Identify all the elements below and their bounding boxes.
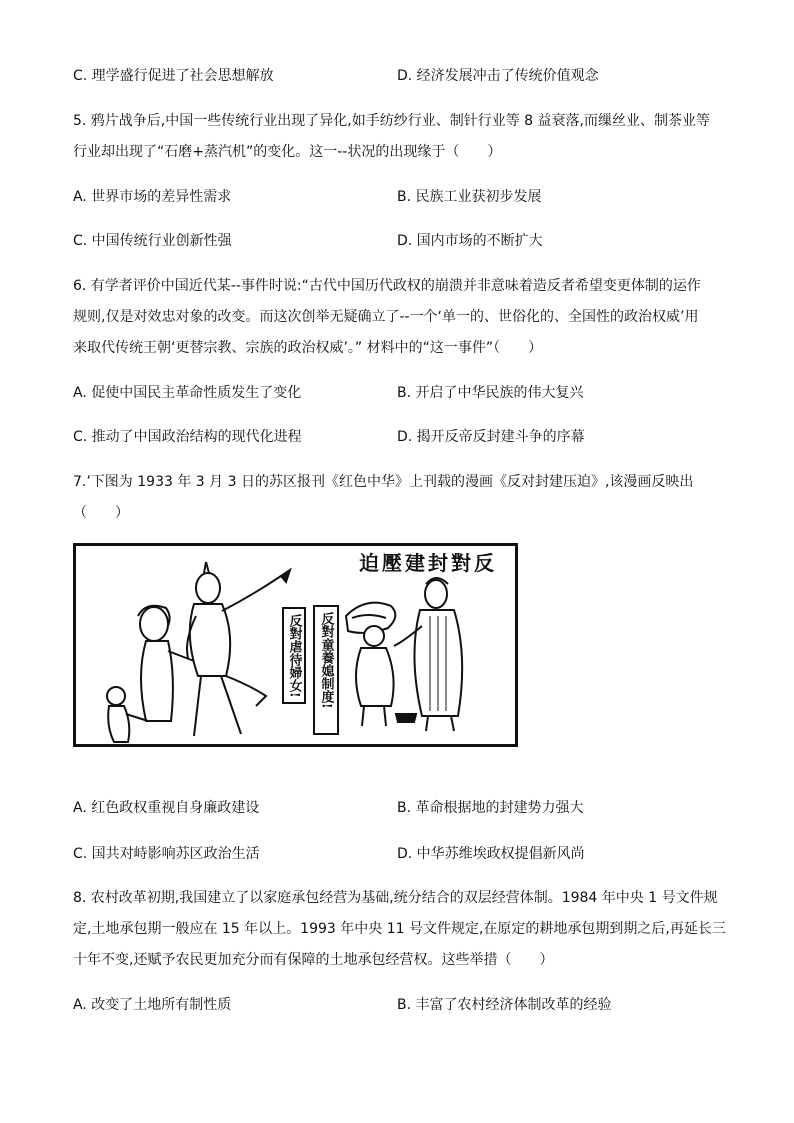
q8-stem-line-2: 定,土地承包期一般应在 15 年以上。1993 年中央 11 号文件规定,在原定的耕地承包期到期之后,再延长三: [73, 921, 726, 937]
q7-stem-line-1: 7.’下图为 1933 年 3 月 3 日的苏区报刊《红色中华》上刊载的漫画《反对封建压迫》,该漫画反映出: [73, 474, 694, 490]
q8-stem-line-3: 十年不变,还赋予农民更加充分而有保障的土地承包经营权。这些举措（ ）: [73, 952, 554, 968]
q5-stem-line-1: 5. 鸦片战争后,中国一些传统行业出现了异化,如手纺纱行业、制针行业等 8 益衰落,而缫丝业、制茶业等: [73, 113, 710, 129]
q8-option-b: B. 丰富了农村经济体制改革的经验: [397, 997, 612, 1013]
q5-option-d: D. 国内市场的不断扩大: [397, 233, 543, 249]
q6-option-c: C. 推动了中国政治结构的现代化进程: [73, 429, 302, 445]
q5-option-a: A. 世界市场的差异性需求: [73, 189, 232, 205]
cartoon-title: 迫壓建封對反: [359, 551, 497, 575]
q5-option-c: C. 中国传统行业创新性强: [73, 233, 232, 249]
q6-option-d: D. 揭开反帝反封建斗争的序幕: [397, 429, 585, 445]
cartoon-figure: [73, 543, 518, 747]
q6-stem-line-1: 6. 有学者评价中国近代某--事件时说:“古代中国历代政权的崩溃并非意味着造反者希望变更体制的运作: [73, 278, 701, 294]
q7-stem-line-2: （ ）: [73, 505, 129, 521]
q5-stem-line-2: 行业却出现了“石磨+蒸汽机”的变化。这一--状况的出现缘于（ ）: [73, 144, 502, 160]
q4-option-d: D. 经济发展冲击了传统价值观念: [397, 68, 599, 84]
q7-option-c: C. 国共对峙影响苏区政治生活: [73, 846, 260, 862]
q8-stem-line-1: 8. 农村改革初期,我国建立了以家庭承包经营为基础,统分结合的双层经营体制。1984 年中央 1 号文件规: [73, 890, 718, 906]
q5-option-b: B. 民族工业获初步发展: [397, 189, 542, 205]
cartoon-left-figures: [107, 562, 290, 742]
sign-anti-child-bride: [314, 606, 338, 734]
cartoon-right-figures: [346, 578, 462, 731]
sign-right-text: 反對童養媳制度!: [318, 612, 334, 709]
q6-option-b: B. 开启了中华民族的伟大复兴: [397, 385, 584, 401]
q6-option-a: A. 促使中国民主革命性质发生了变化: [73, 385, 302, 401]
q6-stem-line-3: 来取代传统王朝‘更替宗教、宗族的政治权威’。” 材料中的“这一事件”（ ）: [73, 340, 543, 356]
q4-option-c: C. 理学盛行促进了社会思想解放: [73, 68, 274, 84]
sign-left-text: 反對虐待婦女!: [286, 614, 302, 698]
q8-option-a: A. 改变了土地所有制性质: [73, 997, 232, 1013]
q6-stem-line-2: 规则,仅是对效忠对象的改变。而这次创举无疑确立了--一个‘单一的、世俗化的、全国性的政治权威’用: [73, 309, 699, 325]
sign-anti-abuse-women: [283, 608, 305, 703]
cartoon-drawing: [76, 546, 515, 744]
q7-option-b: B. 革命根据地的封建势力强大: [397, 800, 584, 816]
q7-option-a: A. 红色政权重视自身廉政建设: [73, 800, 260, 816]
q7-option-d: D. 中华苏维埃政权提倡新风尚: [397, 846, 585, 862]
